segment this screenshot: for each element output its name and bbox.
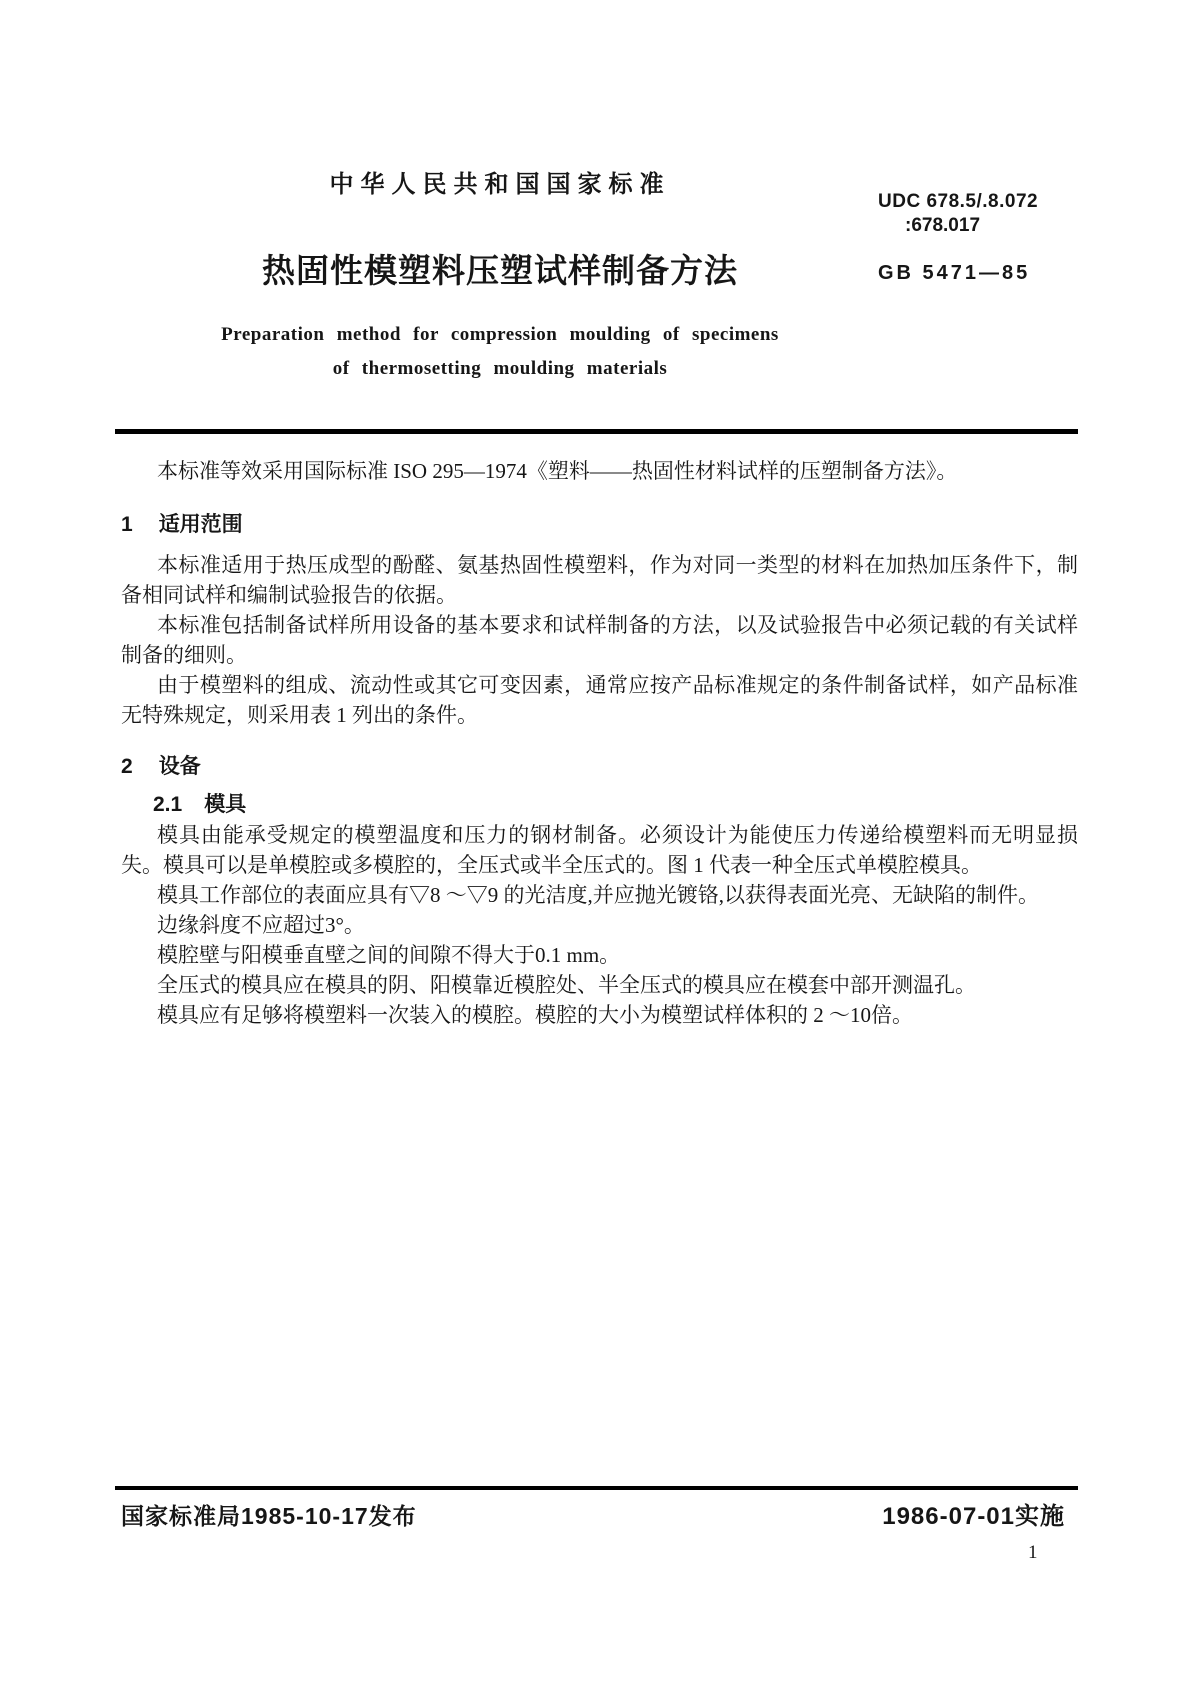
header-code-block [878,190,1078,285]
paragraph: 本标准适用于热压成型的酚醛、氨基热固性模塑料，作为对同一类型的材料在加热加压条件下，制备相同试样和编制试验报告的依据。 [121,553,1078,607]
section-1-title: 适用范围 [158,513,243,536]
section-1-number: 1 [121,513,133,536]
document-body [121,456,1078,1030]
page-number: 1 [1028,1542,1038,1563]
section-2-number: 2 [121,755,133,778]
paragraph: 本标准包括制备试样所用设备的基本要求和试样制备的方法，以及试验报告中必须记载的有关试样制备的细则。 [121,613,1078,667]
document-title-en-line1: Preparation method for compression moulding of specimens [221,324,779,345]
national-standard-label: 中华人民共和国国家标准 [329,171,671,198]
intro-paragraph: 本标准等效采用国际标准 ISO 295—1974《塑料——热固性材料试样的压塑制备方法》。 [157,459,958,483]
document-title-en-line2: of thermosetting moulding materials [332,358,668,379]
footer-issued-date: 国家标准局1985-10-17发布 [121,1503,417,1529]
section-2-heading [121,752,1078,782]
paragraph: 模具由能承受规定的模塑温度和压力的钢材制备。必须设计为能使压力传递给模塑料而无明显损失。模具可以是单模腔或多模腔的，全压式或半全压式的。图 1 代表一种全压式单模腔模具。 [121,823,1078,877]
subsection-2-1-title: 模具 [204,793,247,816]
subsection-2-1-number: 2.1 [153,793,183,816]
udc-code-line1: UDC 678.5/.8.072 [878,191,1039,212]
header-rule [115,429,1078,434]
paragraph: 由于模塑料的组成、流动性或其它可变因素，通常应按产品标准规定的条件制备试样，如产品标准无特殊规定，则采用表 1 列出的条件。 [121,673,1078,727]
document-title-zh: 热固性模塑料压塑试样制备方法 [262,252,738,289]
footer-implementation-date: 1986-07-01实施 [882,1503,1065,1530]
paragraph: 模腔壁与阳模垂直壁之间的间隙不得大于0.1 mm。 [157,943,621,967]
paragraph: 模具工作部位的表面应具有▽8 ～▽9 的光洁度,并应抛光镀铬,以获得表面光亮、无缺陷的制件。 [157,883,1039,907]
document-title-en [120,318,880,386]
paragraph: 模具应有足够将模塑料一次装入的模腔。模腔的大小为模塑试样体积的 2 ～10倍。 [157,1003,913,1027]
subsection-2-1-heading [121,790,1078,820]
footer-rule [115,1486,1078,1490]
paragraph: 全压式的模具应在模具的阴、阳模靠近模腔处、半全压式的模具应在模套中部开测温孔。 [157,973,976,997]
paragraph: 边缘斜度不应超过3°。 [157,913,365,937]
section-1-heading [121,510,1078,540]
standard-code: GB 5471—85 [878,262,1031,284]
section-2-title: 设备 [158,755,201,778]
udc-code-line2: :678.017 [905,215,981,236]
header-title-block [120,170,880,386]
